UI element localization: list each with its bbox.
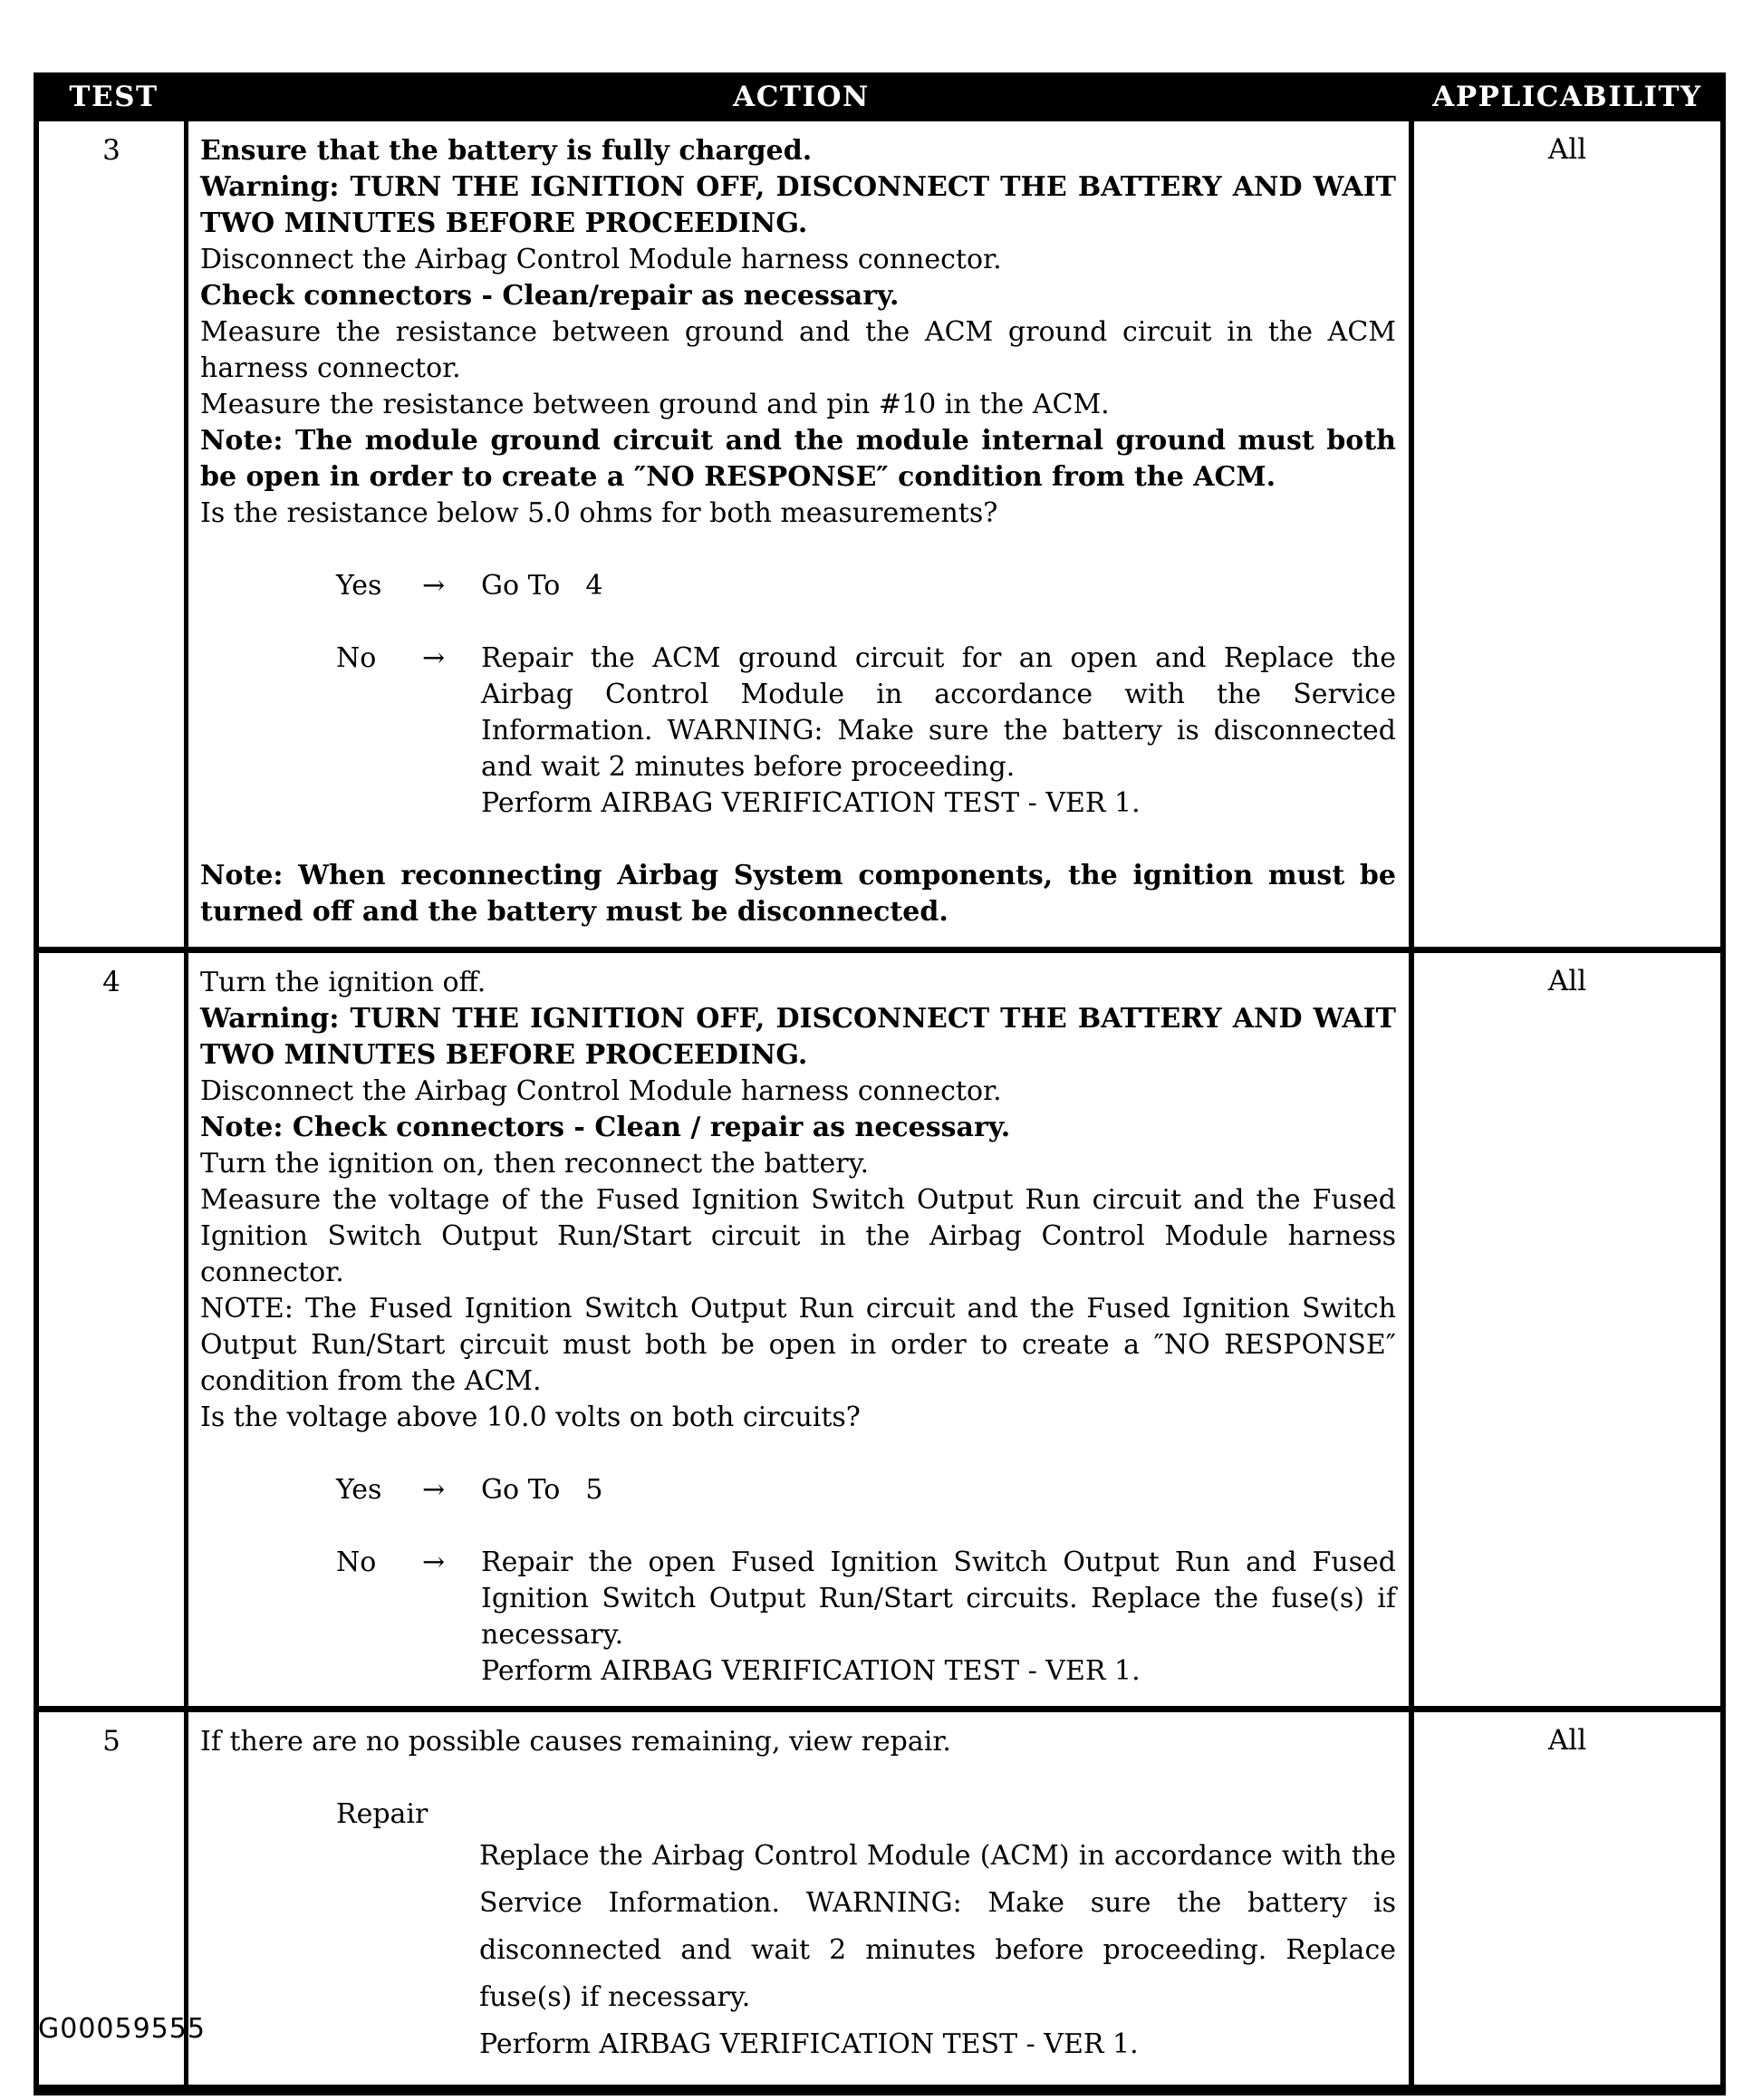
- branch-yes: [336, 1472, 1396, 1508]
- branch-text-line: [481, 1472, 1396, 1508]
- repair-text: [479, 1833, 1396, 2068]
- action-note-paragraph: Ensure that the battery is fully charged.: [200, 135, 813, 167]
- branch-text-line: [481, 785, 1396, 822]
- table-body: [39, 121, 1720, 2085]
- action-paragraph: Measure the resistance between ground and the ACM ground circuit in the ACM harness connector.: [200, 316, 1396, 384]
- branch-text-content: Go To: [481, 1474, 561, 1506]
- branch-text: [481, 1545, 1396, 1690]
- branch-yes: [336, 568, 1396, 604]
- branch-text-content: Repair the open Fused Ignition Switch Output Run and Fused Ignition Switch Output Run/Start circuits. Replace the fuse(s) if necessary.: [481, 1546, 1396, 1651]
- goto-target-number: 5: [585, 1474, 603, 1506]
- action-note-paragraph: Warning: TURN THE IGNITION OFF, DISCONNECT THE BATTERY AND WAIT TWO MINUTES BEFORE PROCEEDING.: [200, 1003, 1396, 1071]
- branch-text-content: Perform AIRBAG VERIFICATION TEST - VER 1.: [481, 787, 1141, 819]
- branch-text-line: [481, 1545, 1396, 1653]
- repair-text-line: Replace the Airbag Control Module (ACM) in accordance with the Service Information. WARNING: Make sure the battery is disconnected and wait 2 minutes before proceeding. Replace fuse(s) if necessary.: [479, 1840, 1396, 2013]
- table-row-test-3: [39, 121, 1720, 947]
- action-paragraph: Measure the voltage of the Fused Ignition Switch Output Run circuit and the Fused Ignition Switch Output Run/Start circuit in the Airbag Control Module harness connector.: [200, 1184, 1396, 1288]
- action-paragraph: Measure the resistance between ground and pin #10 in the ACM.: [200, 389, 1110, 420]
- table-row-test-4: [39, 947, 1720, 1706]
- branch-label-no: No: [336, 1546, 377, 1578]
- repair-text-line: Perform AIRBAG VERIFICATION TEST - VER 1.: [479, 2028, 1139, 2060]
- action-cell: [188, 953, 1414, 1706]
- branch-text-line: [481, 1653, 1396, 1690]
- action-note-paragraph: Note: Check connectors - Clean / repair as necessary.: [200, 1112, 1011, 1143]
- branch-text: [481, 1472, 1396, 1508]
- branch-text-content: Repair the ACM ground circuit for an open and Replace the Airbag Control Module in accordance with the Service Information. WARNING: Make sure the battery is disconnected and wait 2 minutes before proceeding.: [481, 642, 1396, 783]
- action-paragraph: Disconnect the Airbag Control Module harness connector.: [200, 1075, 1002, 1107]
- branch-text: [481, 641, 1396, 822]
- action-note-paragraph: Warning: TURN THE IGNITION OFF, DISCONNECT THE BATTERY AND WAIT TWO MINUTES BEFORE PROCEEDING.: [200, 171, 1396, 239]
- column-header-action: ACTION: [733, 81, 870, 113]
- diagnostic-test-table: [34, 72, 1726, 2095]
- branch-text-content: Go To: [481, 570, 561, 602]
- branch-label-yes: Yes: [336, 570, 382, 602]
- column-header-test: TEST: [69, 81, 159, 113]
- action-cell: [188, 1712, 1414, 2085]
- table-header-row: [39, 72, 1720, 121]
- applicability-value: All: [1547, 133, 1587, 166]
- action-paragraph: Is the voltage above 10.0 volts on both circuits?: [200, 1402, 861, 1433]
- action-paragraph: Is the resistance below 5.0 ohms for both measurements?: [200, 497, 998, 529]
- goto-target-number: 4: [585, 570, 603, 602]
- branch-text-line: [481, 641, 1396, 785]
- arrow-right-icon: →: [422, 570, 446, 602]
- action-note-paragraph: Check connectors - Clean/repair as necessary.: [200, 280, 900, 312]
- applicability-value: All: [1547, 965, 1587, 997]
- action-cell: [188, 121, 1414, 947]
- arrow-right-icon: →: [422, 642, 446, 674]
- branch-no: [336, 641, 1396, 822]
- arrow-right-icon: →: [422, 1546, 446, 1578]
- branch-text-content: Perform AIRBAG VERIFICATION TEST - VER 1.: [481, 1655, 1141, 1687]
- action-paragraph: Turn the ignition off.: [200, 967, 486, 998]
- applicability-value: All: [1547, 1724, 1587, 1757]
- column-header-applicability: APPLICABILITY: [1432, 81, 1702, 113]
- action-paragraph: Disconnect the Airbag Control Module harness connector.: [200, 244, 1002, 275]
- repair-label: Repair: [336, 1798, 428, 1830]
- action-paragraph: NOTE: The Fused Ignition Switch Output Run circuit and the Fused Ignition Switch Output Run/Start çircuit must both be open in order to create a ″NO RESPONSE″ condition from the ACM.: [200, 1293, 1396, 1397]
- test-number-cell: 5: [39, 1712, 188, 2085]
- figure-id: G00059555: [38, 2013, 206, 2045]
- action-note-paragraph: Note: When reconnecting Airbag System components, the ignition must be turned off and the battery must be disconnected.: [200, 860, 1396, 928]
- table-row-test-5: [39, 1706, 1720, 2085]
- action-note-paragraph: Note: The module ground circuit and the module internal ground must both be open in order to create a ″NO RESPONSE″ condition from the ACM.: [200, 425, 1396, 493]
- test-number-cell: 3: [39, 121, 188, 947]
- branch-no: [336, 1545, 1396, 1690]
- repair-block: [336, 1797, 1396, 2068]
- arrow-right-icon: →: [422, 1474, 446, 1506]
- branch-text: [481, 568, 1396, 604]
- test-number-cell: 4: [39, 953, 188, 1706]
- branch-label-no: No: [336, 642, 377, 674]
- branch-label-yes: Yes: [336, 1474, 382, 1506]
- action-paragraph: If there are no possible causes remaining, view repair.: [200, 1726, 951, 1758]
- action-paragraph: Turn the ignition on, then reconnect the battery.: [200, 1148, 870, 1180]
- branch-text-line: [481, 568, 1396, 604]
